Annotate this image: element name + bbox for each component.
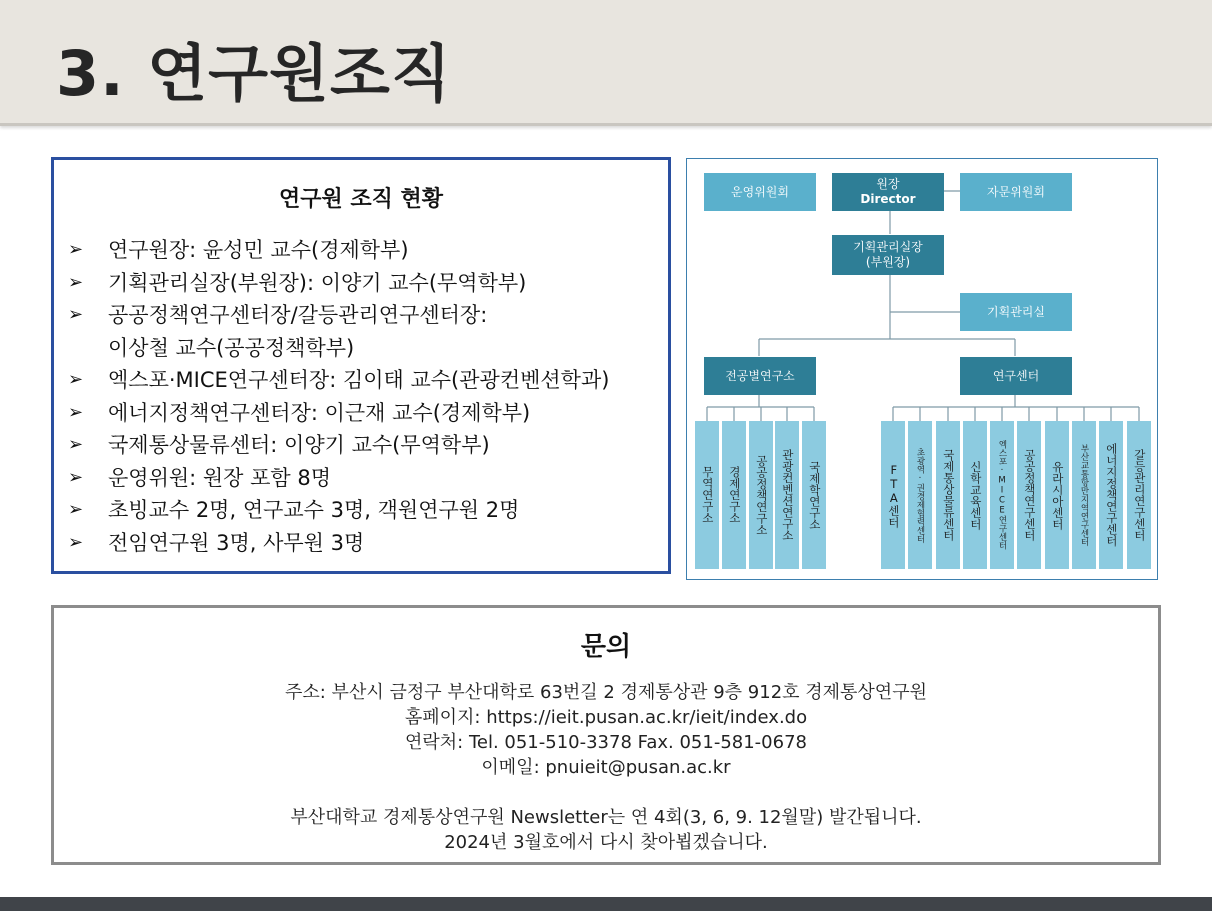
- arrow-bullet-icon: ➢: [68, 466, 84, 488]
- center-box: FTA센터: [881, 421, 905, 569]
- director-label-kr: 원장: [876, 177, 900, 191]
- planning-head-title: 기획관리실장: [853, 240, 923, 254]
- summary-item: ➢ 기획관리실장(부원장): 이양기 교수(무역학부): [68, 267, 609, 300]
- contact-panel: [51, 605, 1161, 865]
- page-title: 3. 연구원조직: [56, 37, 452, 110]
- arrow-bullet-icon: ➢: [68, 304, 84, 325]
- newsletter-notice: [54, 805, 1158, 855]
- organization-summary-panel: [51, 157, 671, 574]
- centers-group-box: 연구센터: [960, 357, 1072, 395]
- institutes-group-box: 전공별연구소: [704, 357, 816, 395]
- arrow-bullet-icon: ➢: [68, 239, 84, 260]
- organization-chart: [686, 158, 1158, 580]
- summary-item: ➢ 운영위원: 원장 포함 8명: [68, 462, 609, 495]
- summary-item: ➢ 공공정책연구센터장/갈등관리연구센터장:: [68, 299, 609, 332]
- newsletter-line: 부산대학교 경제통상연구원 Newsletter는 연 4회(3, 6, 9. 12월말) 발간됩니다.: [290, 807, 922, 828]
- center-box: 에너지정책연구센터: [1099, 421, 1123, 569]
- arrow-bullet-icon: ➢: [68, 434, 84, 455]
- center-box: 갈등관리연구센터: [1127, 421, 1151, 569]
- summary-item: ➢ 초빙교수 2명, 연구교수 3명, 객원연구원 2명: [68, 494, 609, 527]
- center-box: 신학교육센터: [963, 421, 987, 569]
- newsletter-line: 2024년 3월호에서 다시 찾아뵙겠습니다.: [444, 832, 768, 853]
- institute-box: 국제학연구소: [802, 421, 826, 569]
- contact-details: [54, 680, 1158, 780]
- contact-email[interactable]: 이메일: pnuieit@pusan.ac.kr: [481, 757, 731, 778]
- director-box: [832, 173, 944, 211]
- summary-item-continuation: 이상철 교수(공공정책학부): [108, 335, 355, 360]
- page-header: [0, 0, 1212, 126]
- footer-bar: [0, 897, 1212, 911]
- center-box: 초광역·권경제협력센터: [908, 421, 932, 569]
- institute-box: 관광컨벤션연구소: [775, 421, 799, 569]
- contact-heading: 문의: [580, 632, 632, 662]
- contact-homepage[interactable]: 홈페이지: https://ieit.pusan.ac.kr/ieit/index.do: [404, 707, 808, 728]
- arrow-bullet-icon: ➢: [68, 499, 84, 520]
- center-box: 엑스포·MICE연구센터: [990, 421, 1014, 569]
- arrow-bullet-icon: ➢: [68, 531, 84, 553]
- operating-committee-box: 운영위원회: [704, 173, 816, 211]
- arrow-bullet-icon: ➢: [68, 401, 84, 423]
- summary-item: ➢ 엑스포·MICE연구센터장: 김이태 교수(관광컨벤션학과): [68, 364, 609, 397]
- center-box: 공공정책연구센터: [1017, 421, 1041, 569]
- institute-box: 무역연구소: [695, 421, 719, 569]
- summary-item: ➢ 전임연구원 3명, 사무원 3명: [68, 527, 609, 560]
- planning-office-box: 기획관리실: [960, 293, 1072, 331]
- advisory-committee-box: 자문위원회: [960, 173, 1072, 211]
- center-box: 부산교통항만지역연구센터: [1072, 421, 1096, 569]
- planning-head-subtitle: (부원장): [865, 255, 911, 269]
- contact-phone: 연락처: Tel. 051-510-3378 Fax. 051-581-0678: [405, 732, 807, 753]
- center-box: 유라시아센터: [1045, 421, 1069, 569]
- institute-box: 공공정책연구소: [749, 421, 773, 569]
- planning-head-box: [832, 235, 944, 275]
- summary-item: ➢ 국제통상물류센터: 이양기 교수(무역학부): [68, 429, 609, 462]
- center-box: 국제통상물류센터: [936, 421, 960, 569]
- arrow-bullet-icon: ➢: [68, 369, 84, 390]
- summary-item: ➢ 연구원장: 윤성민 교수(경제학부): [68, 234, 609, 267]
- director-label-en: Director: [860, 192, 916, 206]
- summary-heading: 연구원 조직 현황: [278, 187, 444, 212]
- summary-list: [68, 234, 609, 559]
- summary-item: ➢ 에너지정책연구센터장: 이근재 교수(경제학부): [68, 397, 609, 430]
- institute-box: 경제연구소: [722, 421, 746, 569]
- contact-address: 주소: 부산시 금정구 부산대학로 63번길 2 경제통상관 9층 912호 경제통상연구원: [285, 682, 927, 703]
- arrow-bullet-icon: ➢: [68, 271, 84, 293]
